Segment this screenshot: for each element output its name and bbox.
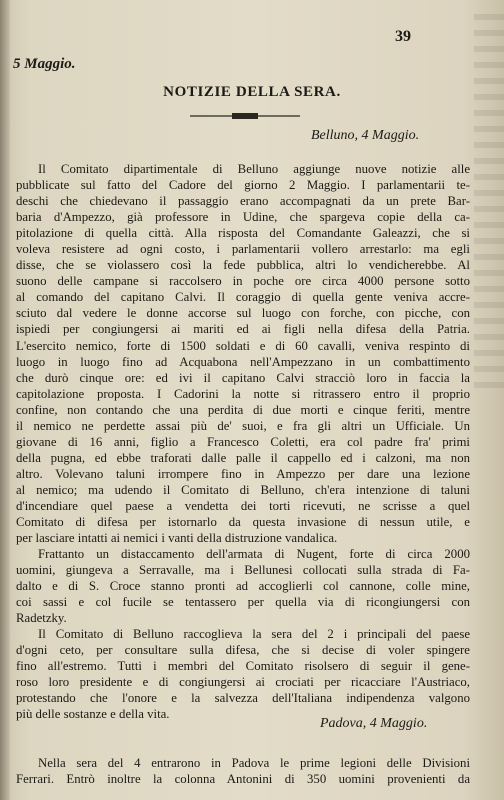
running-header-date: 5 Maggio. bbox=[13, 56, 76, 72]
text-line: uomini, giungeva a Serravalle, ma i Bellunesi collocati sulla strada di Fa- bbox=[16, 563, 470, 578]
text-line: L'esercito nemico, forte di 1500 soldati e di 60 cavalli, veniva respinto di bbox=[16, 338, 470, 353]
text-line: per lasciare intatti ai nemici i vanti della distruzione vandalica. bbox=[16, 531, 338, 546]
text-line: al nemico; ma udendo il Comitato di Belluno, ch'era intenzione di taluni bbox=[16, 482, 470, 497]
text-line: d'ogni ceto, per consultare sulla difesa, che si decise di voler spingere bbox=[16, 643, 470, 658]
text-line: il nemico ne perdette assai più de' suoi, e fra gli altri un Ufficiale. Un bbox=[16, 418, 470, 433]
text-line: capitolazione proposta. I Cadorini la notte si ritrassero entro il proprio bbox=[16, 386, 470, 401]
page-number: 39 bbox=[395, 28, 411, 45]
section-title: NOTIZIE DELLA SERA. bbox=[163, 84, 341, 100]
text-line: baria d'Ampezzo, già professore in Udine, che spargeva copie della ca- bbox=[16, 210, 470, 225]
text-line: pubblicate sul fatto del Cadore del giorno 2 Maggio. I parlamentarii te- bbox=[16, 178, 470, 193]
text-line: roso loro presidente e di congiungersi ai crociati per ricacciare l'Austriaco, bbox=[16, 675, 470, 690]
text-line: protestando che l'onore e la salvezza dell'Italiana indipendenza valgono bbox=[16, 691, 470, 706]
text-line: coi sassi e col fucile se tentassero per quella via di ricongiungersi con bbox=[16, 595, 470, 610]
text-line: voleva resistere ad ogni costo, i parlamentarii vollero arrestarlo: ma egli bbox=[16, 242, 470, 257]
title-ornament-rule bbox=[190, 112, 300, 120]
text-line: deschi che chiedevano il passaggio erano accompagnati da un prete Bar- bbox=[16, 194, 470, 209]
dateline-belluno: Belluno, 4 Maggio. bbox=[311, 128, 420, 143]
text-line: Ferrari. Entrò inoltre la colonna Antonini di 350 uomini provenienti da bbox=[16, 772, 470, 787]
text-line: Il Comitato di Belluno raccoglieva la sera del 2 i principali del paese bbox=[38, 627, 470, 641]
text-line: Nella sera del 4 entrarono in Padova le prime legioni delle Divisioni bbox=[38, 756, 470, 770]
paragraph-3 bbox=[16, 626, 470, 722]
paragraph-2 bbox=[16, 546, 470, 626]
text-line: confine, non contando che una perdita di due morti e cinque feriti, mentre bbox=[16, 402, 470, 417]
page-gutter-shadow bbox=[0, 0, 10, 800]
text-line: Frattanto un distaccamento dell'armata di Nugent, forte di circa 2000 bbox=[38, 547, 470, 561]
text-line: che durò cinque ore: ed ivi il capitano Calvi stracciò loro in faccia la bbox=[16, 370, 470, 385]
text-line: ispiedi per congiungersi ai mariti ed ai figli nella difesa della Patria. bbox=[16, 322, 470, 337]
text-line: disse, che se violassero così la fede pubblica, altri lo vendicherebbe. Al bbox=[16, 258, 470, 273]
text-line: d'incendiare quel paese a vendetta dei torti ricevuti, ne scrisse a quel bbox=[16, 498, 470, 513]
bleed-through-texture bbox=[474, 14, 504, 394]
text-line: pitolazione di quella città. Alla risposta del Comandante Galeazzi, che si bbox=[16, 226, 470, 241]
text-line: della pugna, ed ebbe traforati dalle palle il cappello ed i calzoni, ma non bbox=[16, 450, 470, 465]
text-line: suono delle campane si raccolsero in poche ore circa 4000 persone sotto bbox=[16, 274, 470, 289]
text-line: al comando del capitano Calvi. Il coraggio di quella gente veniva accre- bbox=[16, 290, 470, 305]
text-line: giovane di 16 anni, figlio a Francesco Coletti, era col padre fra' primi bbox=[16, 434, 470, 449]
text-line: più delle sostanze e della vita. bbox=[16, 707, 170, 722]
paragraph-4 bbox=[16, 755, 470, 787]
text-line: fino all'estremo. Tutti i membri del Comitato risolsero di seguir il gene- bbox=[16, 659, 470, 674]
text-line: altro. Volevano taluni irrompere fino in Ampezzo per dare una lezione bbox=[16, 466, 470, 481]
text-line: Il Comitato dipartimentale di Belluno aggiunge nuove notizie alle bbox=[38, 162, 470, 176]
paragraph-1 bbox=[16, 161, 470, 546]
dateline-padova: Padova, 4 Maggio. bbox=[320, 716, 428, 731]
text-line: Radetzky. bbox=[16, 611, 67, 626]
text-line: sciuto dal vedere le donne accorse sul luogo con forche, con picche, con bbox=[16, 306, 470, 321]
text-line: luogo in luogo fino ad Acquabona nell'Ampezzano in un combattimento bbox=[16, 354, 470, 369]
text-line: Comitato di difesa per istornarlo da questa invasione di nessun utile, e bbox=[16, 515, 470, 530]
text-line: dalto e di S. Croce stanno pronti ad accoglierli col cannone, colle mine, bbox=[16, 579, 470, 594]
